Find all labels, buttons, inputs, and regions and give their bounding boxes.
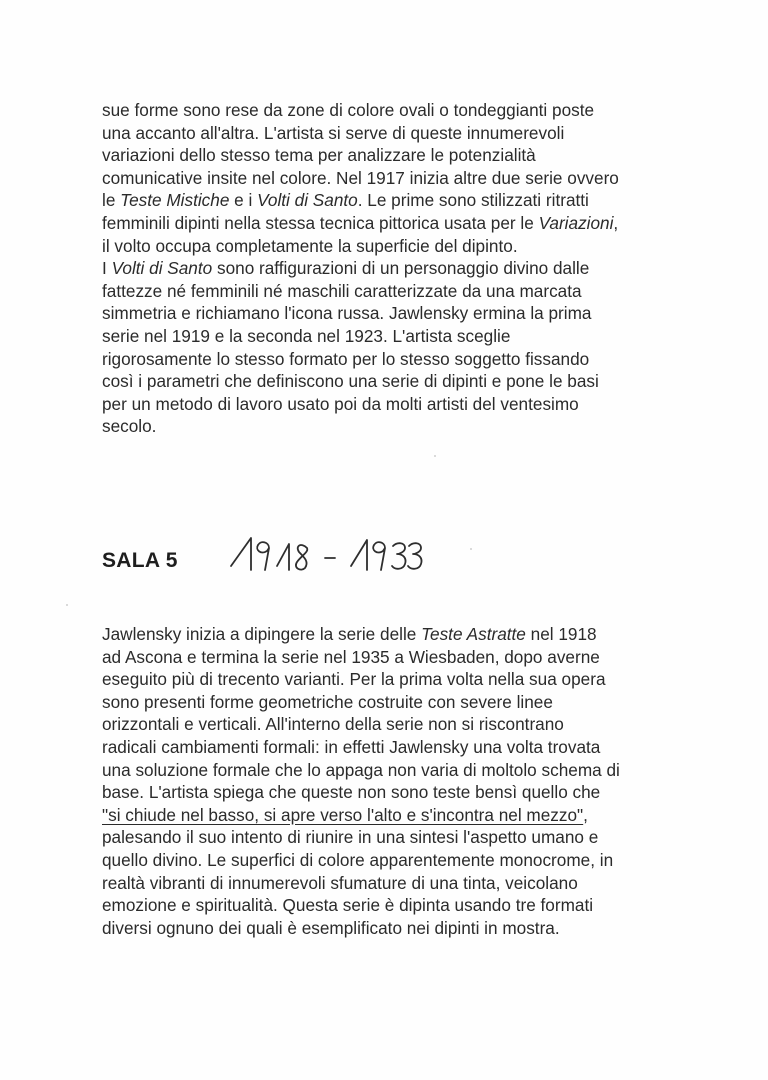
title-teste-mistiche: Teste Mistiche — [120, 190, 230, 211]
paragraph-teste-astratte — [102, 623, 702, 939]
text-line: sono presenti forme geometriche costruite con severe linee — [102, 691, 553, 712]
title-volti-di-santo: Volti di Santo — [111, 258, 213, 279]
paragraph-volti-di-santo — [102, 99, 702, 438]
text-line: quello divino. Le superfici di colore apparentemente monocrome, in — [102, 849, 614, 870]
title-variazioni: Variazioni — [538, 212, 614, 233]
text-line: per un metodo di lavoro usato poi da molti artisti del ventesimo — [102, 393, 579, 414]
text-line: diversi ognuno dei quali è esemplificato nei dipinti in mostra. — [102, 917, 560, 938]
text-line: serie nel 1919 e la seconda nel 1923. L'artista sceglie — [102, 325, 511, 346]
scan-speck — [66, 604, 68, 606]
text-line: le Teste Mistiche e i Volti di Santo. Le prime sono stilizzati ritratti — [102, 190, 589, 211]
text-line: "si chiude nel basso, si apre verso l'alto e s'incontra nel mezzo", — [102, 804, 588, 825]
title-teste-astratte: Teste Astratte — [421, 624, 526, 644]
text-line: radicali cambiamenti formali: in effetti Jawlensky una volta trovata — [102, 736, 601, 757]
text-line: rigorosamente lo stesso formato per lo stesso soggetto fissando — [102, 348, 590, 369]
text-line: realtà vibranti di innumerevoli sfumature di una tinta, veicolano — [102, 872, 578, 893]
text-line: ad Ascona e termina la serie nel 1935 a Wiesbaden, dopo averne — [102, 646, 600, 667]
scan-speck — [434, 455, 436, 457]
section-heading: SALA 5 — [102, 549, 178, 572]
text-line: comunicative insite nel colore. Nel 1917 inizia altre due serie ovvero — [102, 167, 619, 188]
text-line: secolo. — [102, 416, 157, 437]
handwritten-dates — [225, 530, 425, 576]
text-line: variazioni dello stesso tema per analizzare le potenzialità — [102, 145, 536, 166]
text-line: emozione e spiritualità. Questa serie è dipinta usando tre formati — [102, 895, 594, 916]
text-line: così i parametri che definiscono una serie di dipinti e pone le basi — [102, 371, 599, 392]
underlined-quote: "si chiude nel basso, si apre verso l'alto e s'incontra nel mezzo" — [102, 804, 584, 825]
text-line: I Volti di Santo sono raffigurazioni di un personaggio divino dalle — [102, 258, 590, 279]
scan-speck — [470, 548, 472, 550]
text-line: una soluzione formale che lo appaga non varia di moltolo schema di — [102, 759, 620, 780]
text-line: eseguito più di trecento varianti. Per la prima volta nella sua opera — [102, 669, 606, 690]
text-line: sue forme sono rese da zone di colore ovali o tondeggianti poste — [102, 100, 595, 120]
text-line: una accanto all'altra. L'artista si serve di queste innumerevoli — [102, 122, 565, 143]
text-line: il volto occupa completamente la superficie del dipinto. — [102, 235, 518, 256]
text-line: base. L'artista spiega che queste non sono teste bensì quello che — [102, 782, 601, 803]
text-line: femminili dipinti nella stessa tecnica pittorica usata per le Variazioni, — [102, 212, 619, 233]
text-line: fattezze né femminili né maschili caratterizzate da una marcata — [102, 280, 582, 301]
title-volti-di-santo: Volti di Santo — [257, 190, 358, 211]
text-line: Jawlensky inizia a dipingere la serie delle Teste Astratte nel 1918 — [102, 624, 597, 644]
text-line: simmetria e richiamano l'icona russa. Jawlensky ermina la prima — [102, 303, 592, 324]
text-line: palesando il suo intento di riunire in una sintesi l'aspetto umano e — [102, 827, 599, 848]
text-line: orizzontali e verticali. All'interno della serie non si riscontrano — [102, 714, 564, 735]
